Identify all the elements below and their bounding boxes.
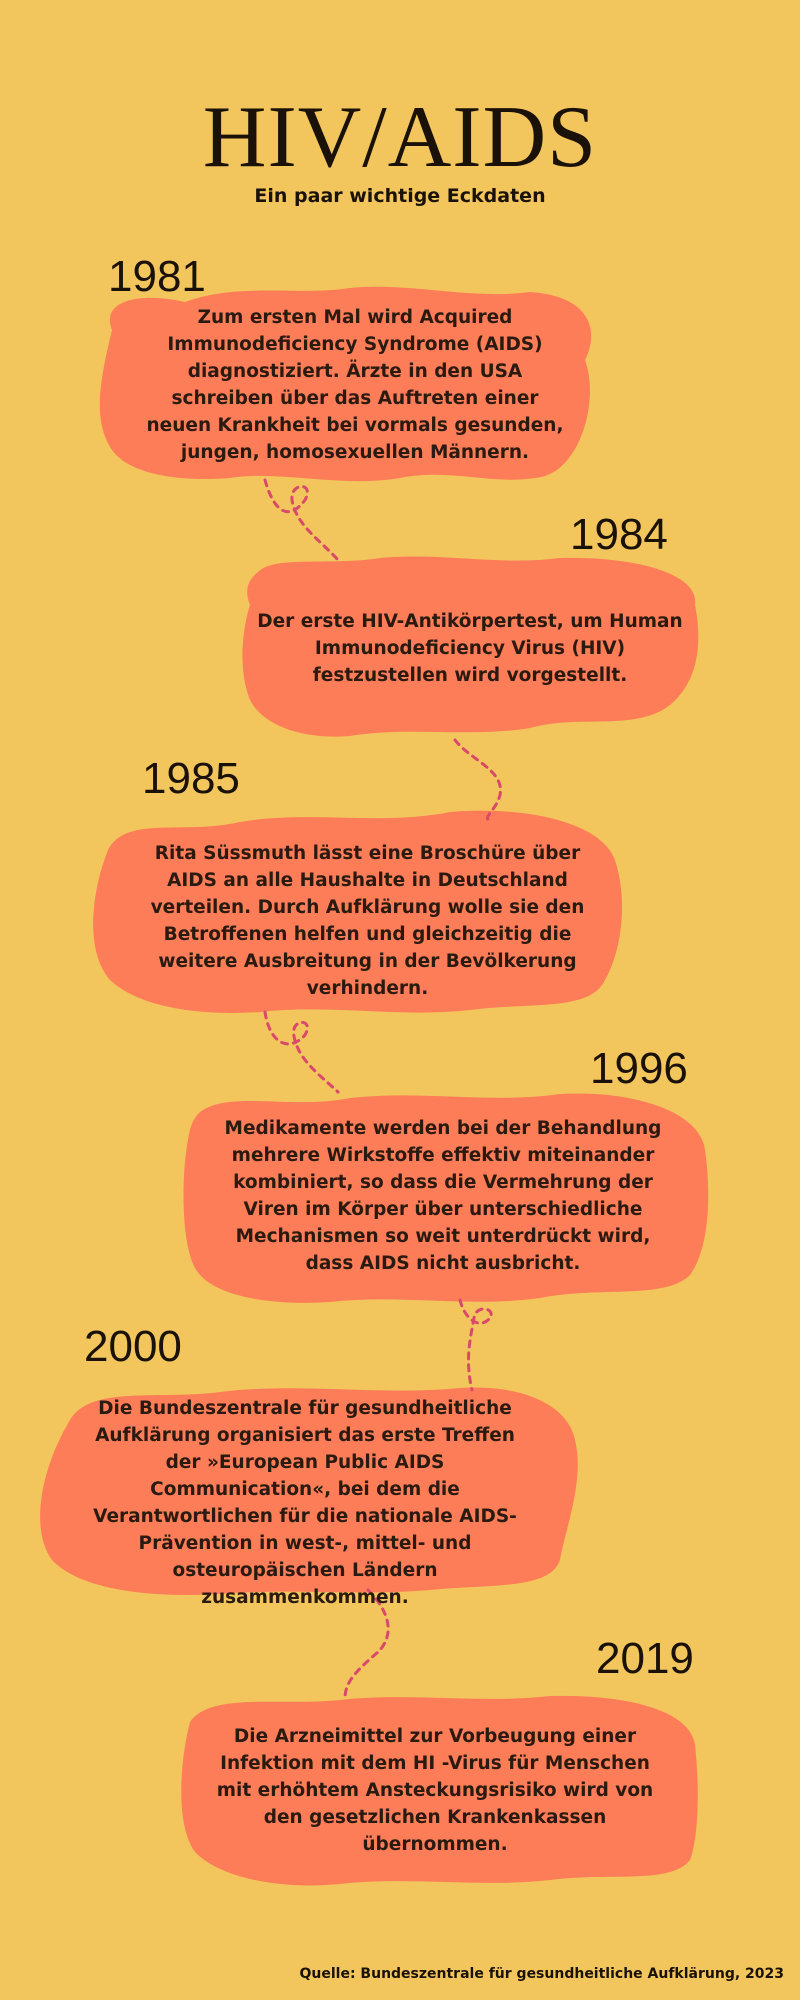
event-text-1984: Der erste HIV-Antikörpertest, um Human Immunodeficiency Virus (HIV) festzustellen wird vorgestellt. — [257, 611, 683, 686]
page-subtitle: Ein paar wichtige Eckdaten — [254, 185, 546, 207]
event-text-1981: Zum ersten Mal wird Acquired Immunodeficiency Syndrome (AIDS) diagnostiziert. Ärzte in den USA schreiben über das Auftreten einer neuen Krankheit bei vormals gesunden, jungen, homosexuellen Männern. — [146, 307, 564, 463]
event-text-1996: Medikamente werden bei der Behandlung mehrere Wirkstoffe effektiv miteinander kombiniert, so dass die Vermehrung der Viren im Körper über unterschiedliche Mechanismen so weit unterdrückt wird, dass AIDS nicht ausbricht. — [224, 1118, 662, 1274]
page-title: HIV/AIDS — [202, 89, 598, 186]
event-year-1996: 1996 — [590, 1044, 688, 1093]
event-year-1981: 1981 — [108, 252, 206, 301]
event-year-2000: 2000 — [84, 1322, 182, 1371]
event-year-1985: 1985 — [142, 754, 240, 803]
event-text-2000: Die Bundeszentrale für gesundheitliche Aufklärung organisiert das erste Treffen der »European Public AIDS Communication«, bei dem die Verantwortlichen für die nationale AIDS-Prävention in west-, mittel- und osteuropäischen Ländern zusammenkommen. — [93, 1398, 517, 1608]
event-year-1984: 1984 — [570, 510, 668, 559]
source-citation: Quelle: Bundeszentrale für gesundheitliche Aufklärung, 2023 — [299, 1966, 784, 1982]
event-text-1985: Rita Süssmuth lässt eine Broschüre über AIDS an alle Haushalte in Deutschland verteilen. Durch Aufklärung wolle sie den Betroffenen helfen und gleichzeitig die weitere Ausbreitung in der Bevölkerung verhindern. — [150, 843, 585, 999]
event-text-2019: Die Arzneimittel zur Vorbeugung einer Infektion mit dem HI -Virus für Menschen mit erhöhtem Ansteckungsrisiko wird von den gesetzlichen Krankenkassen übernommen. — [216, 1726, 654, 1855]
connector-1985-1996 — [265, 1012, 338, 1092]
connector-1996-2000 — [460, 1300, 491, 1390]
connector-1981-1984 — [265, 480, 338, 560]
event-year-2019: 2019 — [596, 1634, 694, 1683]
connector-1984-1985 — [455, 740, 500, 820]
